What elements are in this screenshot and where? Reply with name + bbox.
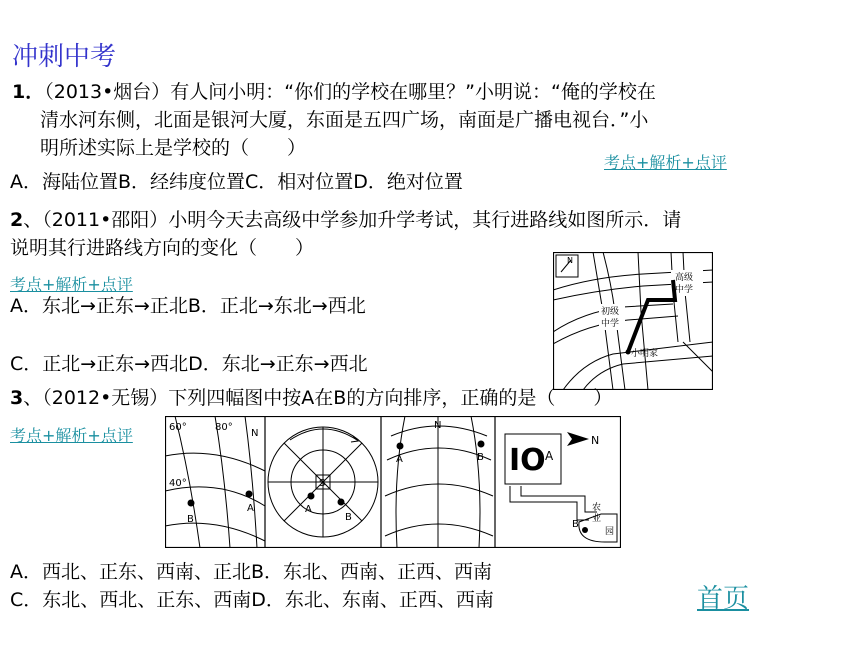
q3-analysis-link[interactable]: 考点+解析+点评 xyxy=(10,426,133,445)
fig2-b: B xyxy=(345,512,352,523)
q2-text-1: 、（2011•邵阳）小明今天去高级中学参加升学考试，其行进路线如图所示．请 xyxy=(23,209,682,231)
fig1-lat40: 40° xyxy=(169,478,187,489)
q1-analysis-link[interactable]: 考点+解析+点评 xyxy=(604,153,727,172)
q2-line2: 说明其行进路线方向的变化（ ） xyxy=(10,237,315,259)
q2-analysis-link[interactable]: 考点+解析+点评 xyxy=(10,275,133,294)
home-link[interactable]: 首页 xyxy=(697,584,750,614)
fig1-lat60: 60° xyxy=(169,422,187,433)
route-map xyxy=(553,252,713,390)
q3-options-cd: C．东北、西北、正东、西南D．东北、东南、正西、西南 xyxy=(10,589,494,611)
q2-options-ab: A．东北→正东→正北B．正北→东北→西北 xyxy=(10,295,366,317)
q3-text-1: 、（2012•无锡）下列四幅图中按A在B的方向排序，正确的是（ ） xyxy=(23,387,613,409)
fig4-io-label: IO xyxy=(509,443,546,478)
q1-options: A．海陆位置B．经纬度位置C．相对位置D．绝对位置 xyxy=(10,171,463,193)
map-home-label: 小明家 xyxy=(631,349,659,359)
fig4-a: A xyxy=(545,449,554,463)
map-junior-2: 中学 xyxy=(601,319,620,329)
map-north-label: N xyxy=(567,256,573,265)
fig4-farm-3: 园 xyxy=(605,527,615,537)
q2-number: 2 xyxy=(10,209,24,231)
direction-figures xyxy=(165,416,621,548)
q3-line1 xyxy=(10,384,612,412)
map-high-school-2: 中学 xyxy=(675,285,694,295)
q1-number: 1． xyxy=(12,81,45,103)
fig3-north: N xyxy=(434,420,442,431)
q1-text-1: （2013•烟台）有人问小明：“你们的学校在哪里？”小明说：“俺的学校在 xyxy=(44,81,656,103)
q3-number: 3 xyxy=(10,387,24,409)
fig3-b: B xyxy=(477,452,484,463)
fig1-b: B xyxy=(187,514,194,525)
fig3-a: A xyxy=(396,454,403,465)
q2-line1 xyxy=(10,206,681,234)
fig1-lat80: 80° xyxy=(215,422,233,433)
q2-options-cd: C．正北→正东→西北D．东北→正东→西北 xyxy=(10,353,368,375)
page-title: 冲刺中考 xyxy=(12,42,117,72)
fig1-north: N xyxy=(251,428,259,439)
fig1-a: A xyxy=(247,503,254,514)
fig2-s: S xyxy=(319,478,326,489)
q1-line1 xyxy=(12,78,656,106)
fig2-a: A xyxy=(305,504,312,515)
fig4-farm-2: 业 xyxy=(592,514,602,524)
q1-line2: 清水河东侧，北面是银河大厦，东面是五四广场，南面是广播电视台．”小 xyxy=(40,109,649,131)
map-junior-1: 初级 xyxy=(601,307,620,317)
map-high-school-1: 高级 xyxy=(675,273,694,283)
fig4-north: N xyxy=(591,434,600,447)
q1-line3: 明所述实际上是学校的（ ） xyxy=(40,137,307,159)
q3-options-ab: A．西北、正东、西南、正北B．东北、西南、正西、西南 xyxy=(10,561,493,583)
home-marker xyxy=(626,350,631,355)
fig4-b: B xyxy=(572,519,579,530)
fig4-farm-1: 农 xyxy=(592,503,602,513)
